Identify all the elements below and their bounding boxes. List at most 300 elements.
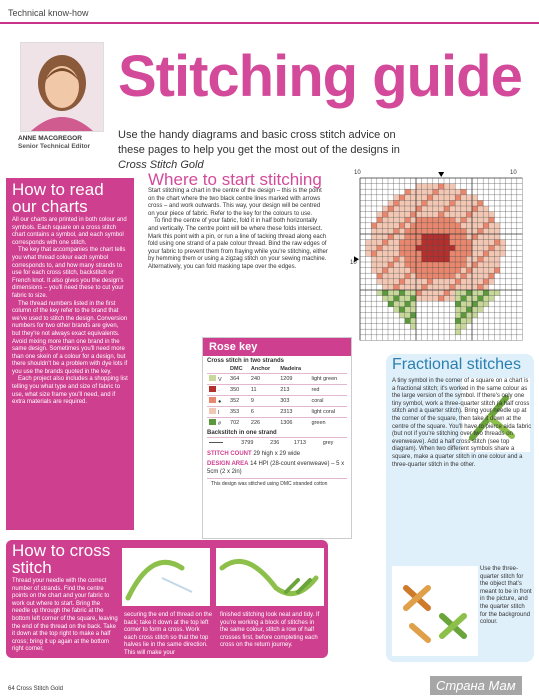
fractional-para-2: Use the three-quarter stitch for the object that's meant to be in front in the picture, and the quarter stitch for the background colour.	[480, 566, 532, 626]
chart-cell	[478, 245, 484, 251]
chart-cell	[455, 228, 461, 234]
chart-cell	[422, 217, 428, 223]
chart-cell	[433, 256, 439, 262]
chart-cell	[399, 217, 405, 223]
chart-cell	[472, 262, 478, 268]
chart-cell	[466, 290, 472, 296]
chart-cell	[405, 206, 411, 212]
chart-cell	[472, 212, 478, 218]
chart-cell	[461, 189, 467, 195]
where-to-start-heading: Where to start stitching	[148, 170, 322, 189]
chart-cell	[455, 240, 461, 246]
chart-cell	[455, 307, 461, 313]
chart-cell	[433, 273, 439, 279]
chart-cell	[433, 206, 439, 212]
chart-cell	[405, 240, 411, 246]
chart-cell	[422, 195, 428, 201]
chart-cell	[394, 284, 400, 290]
chart-cell	[478, 273, 484, 279]
fractional-diagram-bottom	[392, 566, 478, 656]
chart-cell	[371, 234, 377, 240]
chart-cell	[410, 268, 416, 274]
chart-cell	[388, 256, 394, 262]
chart-cell	[450, 296, 456, 302]
chart-cell	[483, 256, 489, 262]
chart-cell	[388, 273, 394, 279]
chart-cell	[438, 195, 444, 201]
stitch-count-label: STITCH COUNT	[207, 451, 252, 457]
intro-body: Use the handy diagrams and basic cross stitch advice on these pages to help you get the most out of the designs in	[118, 129, 400, 156]
chart-cell	[399, 223, 405, 229]
key-anchor: 11	[249, 385, 278, 396]
chart-cell	[394, 223, 400, 229]
chart-cell	[399, 195, 405, 201]
chart-cell	[444, 296, 450, 302]
chart-cell	[399, 307, 405, 313]
chart-cell	[444, 228, 450, 234]
key-col-anchor: Anchor	[250, 366, 271, 372]
stitch-count-value: 29 high x 29 wide	[253, 451, 301, 457]
chart-cell	[489, 256, 495, 262]
chart-cell	[438, 245, 444, 251]
chart-cell	[444, 200, 450, 206]
chart-cell	[472, 301, 478, 307]
chart-cell	[438, 206, 444, 212]
chart-cell	[405, 273, 411, 279]
chart-cell	[410, 324, 416, 330]
chart-cell	[422, 256, 428, 262]
chart-cell	[410, 273, 416, 279]
chart-cell	[382, 245, 388, 251]
chart-cell	[382, 228, 388, 234]
chart-cell	[450, 223, 456, 229]
chart-cell	[405, 268, 411, 274]
chart-cell	[422, 240, 428, 246]
chart-cell	[472, 290, 478, 296]
chart-cell	[444, 245, 450, 251]
chart-cell	[427, 273, 433, 279]
chart-cell	[422, 245, 428, 251]
chart-cell	[472, 200, 478, 206]
key-madeira: 1209	[278, 374, 309, 385]
key-dmc: 350	[228, 385, 249, 396]
chart-cell	[472, 268, 478, 274]
chart-cell	[444, 284, 450, 290]
key-dmc: 353	[228, 407, 249, 418]
chart-cell	[444, 268, 450, 274]
chart-cell	[461, 212, 467, 218]
chart-cell	[450, 228, 456, 234]
chart-cell	[410, 318, 416, 324]
chart-cell	[494, 268, 500, 274]
intro-magazine: Cross Stitch Gold	[118, 159, 204, 171]
key-anchor: 240	[249, 374, 278, 385]
chart-cell	[472, 312, 478, 318]
chart-cell	[489, 245, 495, 251]
chart-cell	[433, 184, 439, 190]
chart-cell	[405, 228, 411, 234]
chart-cell	[382, 240, 388, 246]
chart-cell	[427, 206, 433, 212]
chart-cell	[466, 262, 472, 268]
chart-cell	[483, 301, 489, 307]
chart-cell	[489, 217, 495, 223]
page-footer: 64 Cross Stitch Gold	[8, 686, 64, 692]
key-anchor: 226	[249, 418, 278, 429]
where-to-start-para: To find the centre of your fabric, fold it in half both horizontally and vertically. The centre point will be where these folds intersect. Mark this point with a pin, or run a line of tacking thread along each fold using one strand of a pale colour thread. Bind the raw edges of your fabric to prevent them from fraying while you're stitching, either by hemming them or using a zigzag stitch on your sewing machine. Alternatively, you can fold masking tape over the edges.	[148, 218, 328, 270]
chart-cell	[438, 256, 444, 262]
chart-cell	[472, 256, 478, 262]
chart-cell	[433, 245, 439, 251]
chart-cell	[405, 234, 411, 240]
chart-cell	[478, 279, 484, 285]
chart-cell	[410, 290, 416, 296]
chart-cell	[472, 284, 478, 290]
chart-cell	[399, 240, 405, 246]
chart-cell	[371, 262, 377, 268]
chart-cell	[405, 217, 411, 223]
rose-key-table	[207, 365, 347, 428]
chart-cell	[494, 240, 500, 246]
chart-cell	[410, 206, 416, 212]
chart-cell	[444, 223, 450, 229]
backstitch-anchor: 236	[268, 438, 292, 449]
chart-cell	[455, 195, 461, 201]
chart-cell	[500, 251, 506, 257]
backstitch-dmc: 3799	[239, 438, 268, 449]
author-credit	[18, 135, 90, 151]
chart-cell	[500, 240, 506, 246]
chart-cell	[472, 251, 478, 257]
key-symbol-glyph: ●	[218, 399, 222, 405]
chart-cell	[489, 251, 495, 257]
chart-cell	[427, 251, 433, 257]
chart-cell	[461, 296, 467, 302]
chart-cell	[466, 256, 472, 262]
chart-cell	[394, 279, 400, 285]
chart-cell	[478, 206, 484, 212]
rose-key-title: Rose key	[203, 338, 351, 356]
chart-cell	[382, 284, 388, 290]
chart-cell	[494, 256, 500, 262]
chart-cell	[382, 279, 388, 285]
chart-cell	[416, 262, 422, 268]
chart-cell	[427, 296, 433, 302]
key-symbol	[207, 374, 228, 385]
chart-cell	[416, 251, 422, 257]
chart-cell	[422, 184, 428, 190]
chart-cell	[416, 200, 422, 206]
chart-cell	[483, 228, 489, 234]
chart-cell	[399, 212, 405, 218]
chart-cell	[478, 223, 484, 229]
chart-cell	[422, 296, 428, 302]
chart-cell	[489, 228, 495, 234]
chart-cell	[377, 240, 383, 246]
cross-stitch-heading: Cross stitch in two strands	[207, 358, 285, 364]
chart-cell	[450, 195, 456, 201]
chart-cell	[478, 251, 484, 257]
chart-cell	[461, 324, 467, 330]
chart-cell	[461, 223, 467, 229]
chart-cell	[489, 212, 495, 218]
chart-cell	[450, 217, 456, 223]
key-symbol-glyph: V	[218, 377, 222, 383]
chart-cell	[466, 284, 472, 290]
chart-cell	[466, 200, 472, 206]
chart-cell	[377, 279, 383, 285]
key-swatch	[209, 419, 216, 425]
chart-cell	[388, 296, 394, 302]
chart-cell	[394, 251, 400, 257]
chart-cell	[450, 251, 456, 257]
chart-cell	[410, 256, 416, 262]
chart-cell	[366, 245, 372, 251]
chart-cell	[466, 234, 472, 240]
chart-cell	[410, 279, 416, 285]
chart-cell	[438, 240, 444, 246]
chart-cell	[405, 279, 411, 285]
chart-cell	[405, 318, 411, 324]
chart-cell	[394, 262, 400, 268]
chart-cell	[433, 228, 439, 234]
chart-cell	[410, 251, 416, 257]
key-swatch	[209, 397, 216, 403]
chart-cell	[444, 240, 450, 246]
chart-cell	[433, 268, 439, 274]
chart-cell	[382, 296, 388, 302]
chart-cell	[394, 245, 400, 251]
chart-cell	[416, 228, 422, 234]
chart-cell	[427, 212, 433, 218]
design-area	[203, 458, 351, 476]
chart-cell	[444, 217, 450, 223]
chart-cell	[472, 195, 478, 201]
chart-cell	[416, 206, 422, 212]
chart-cell	[388, 223, 394, 229]
chart-cell	[377, 223, 383, 229]
chart-cell	[371, 228, 377, 234]
chart-cell	[416, 273, 422, 279]
chart-cell	[478, 284, 484, 290]
chart-cell	[455, 245, 461, 251]
chart-cell	[410, 284, 416, 290]
chart-cell	[416, 256, 422, 262]
chart-cell	[461, 245, 467, 251]
chart-cell	[461, 262, 467, 268]
chart-cell	[444, 262, 450, 268]
chart-cell	[405, 251, 411, 257]
chart-cell	[427, 228, 433, 234]
chart-cell	[388, 200, 394, 206]
key-col-dmc: DMC	[230, 366, 243, 372]
chart-cell	[433, 279, 439, 285]
key-col-madeira: Madeira	[280, 366, 302, 372]
chart-cell	[472, 234, 478, 240]
key-row	[207, 418, 347, 429]
chart-cell	[416, 223, 422, 229]
chart-cell	[489, 290, 495, 296]
fractional-heading: Fractional stitches	[392, 356, 521, 373]
chart-cell	[466, 240, 472, 246]
chart-cell	[472, 296, 478, 302]
chart-cell	[444, 290, 450, 296]
where-to-start-para: Start stitching a chart in the centre of the design – this is the point on the chart where the two black centre lines marked with arrows cross – and work outwards. This way, your design will be centred on your piece of fabric. Refer to the key for the colours to use.	[148, 188, 322, 217]
chart-cell	[455, 217, 461, 223]
chart-cell	[489, 296, 495, 302]
chart-cell	[461, 195, 467, 201]
chart-cell	[466, 268, 472, 274]
chart-cell	[472, 217, 478, 223]
chart-cell	[394, 195, 400, 201]
chart-cell	[438, 223, 444, 229]
chart-cell	[405, 245, 411, 251]
chart-cell	[416, 189, 422, 195]
key-anchor: 9	[249, 396, 278, 407]
chart-cell	[466, 228, 472, 234]
chart-cell	[388, 234, 394, 240]
chart-cell	[410, 301, 416, 307]
chart-cell	[478, 200, 484, 206]
chart-cell	[416, 296, 422, 302]
chart-cell	[433, 284, 439, 290]
chart-cell	[405, 223, 411, 229]
chart-cell	[450, 200, 456, 206]
chart-cell	[444, 234, 450, 240]
chart-cell	[416, 268, 422, 274]
intro-text	[118, 128, 418, 173]
chart-cell	[455, 284, 461, 290]
chart-cell	[377, 262, 383, 268]
chart-cell	[438, 228, 444, 234]
chart-cell	[399, 234, 405, 240]
chart-cell	[494, 234, 500, 240]
chart-cell	[478, 296, 484, 302]
chart-cell	[382, 273, 388, 279]
chart-cell	[399, 206, 405, 212]
chart-cell	[371, 240, 377, 246]
chart-cell	[427, 184, 433, 190]
chart-cell	[388, 251, 394, 257]
chart-cell	[489, 279, 495, 285]
chart-cell	[478, 212, 484, 218]
chart-cell	[422, 290, 428, 296]
chart-cell	[450, 290, 456, 296]
chart-cell	[444, 189, 450, 195]
chart-cell	[461, 312, 467, 318]
chart-cell	[422, 251, 428, 257]
backstitch-line	[207, 438, 239, 449]
chart-cell	[399, 290, 405, 296]
chart-cell	[427, 189, 433, 195]
chart-cell	[399, 245, 405, 251]
chart-cell	[399, 301, 405, 307]
chart-cell	[433, 251, 439, 257]
chart-cell	[388, 212, 394, 218]
chart-cell	[377, 217, 383, 223]
author-name: ANNE MACGREGOR	[18, 135, 82, 142]
chart-cell	[416, 290, 422, 296]
watermark: Страна Мам	[430, 676, 522, 695]
key-dmc: 364	[228, 374, 249, 385]
chart-cell	[483, 284, 489, 290]
key-dmc: 702	[228, 418, 249, 429]
chart-cell	[433, 234, 439, 240]
chart-cell	[388, 228, 394, 234]
chart-cell	[455, 256, 461, 262]
chart-cell	[455, 268, 461, 274]
chart-cell	[472, 223, 478, 229]
chart-cell	[450, 279, 456, 285]
chart-cell	[455, 206, 461, 212]
chart-cell	[427, 284, 433, 290]
chart-cell	[438, 273, 444, 279]
chart-cell	[388, 284, 394, 290]
chart-cell	[461, 290, 467, 296]
chart-cell	[483, 296, 489, 302]
key-symbol	[207, 385, 228, 396]
chart-cell	[427, 290, 433, 296]
chart-cell	[483, 279, 489, 285]
chart-cell	[455, 273, 461, 279]
fractional-body	[392, 378, 532, 469]
chart-cell	[405, 296, 411, 302]
chart-cell	[377, 212, 383, 218]
chart-cell	[494, 245, 500, 251]
key-col-symbol	[207, 365, 228, 374]
chart-cell	[405, 307, 411, 313]
chart-cell	[478, 268, 484, 274]
author-photo	[20, 42, 104, 132]
chart-cell	[461, 240, 467, 246]
chart-cell	[399, 312, 405, 318]
chart-cell	[394, 290, 400, 296]
backstitch-name: grey	[321, 438, 347, 449]
chart-cell	[438, 296, 444, 302]
how-to-read-para: The thread numbers listed in the first column of the key refer to the brand that we've used to stitch the design. Conversion numbers for two other brands are given, but they're not always exact equivalents. Avoid mixing more than one brand in the same design. Sometimes you'll need more than one skein of a colour for a design, but there shouldn't be a problem with dye lots if you use the brands quoted in the key.	[12, 300, 128, 375]
chart-cell	[489, 234, 495, 240]
chart-cell	[422, 228, 428, 234]
chart-cell	[472, 245, 478, 251]
chart-cell	[371, 223, 377, 229]
chart-cell	[489, 268, 495, 274]
chart-cell	[405, 290, 411, 296]
key-symbol-glyph: ·	[218, 388, 220, 394]
chart-cell	[444, 184, 450, 190]
chart-cell	[500, 245, 506, 251]
chart-cell	[427, 217, 433, 223]
chart-cell	[466, 245, 472, 251]
key-row	[207, 385, 347, 396]
key-swatch	[209, 408, 216, 414]
chart-cell	[422, 223, 428, 229]
chart-cell	[371, 256, 377, 262]
chart-cell	[483, 262, 489, 268]
chart-cell	[388, 262, 394, 268]
chart-cell	[438, 212, 444, 218]
chart-cell	[461, 301, 467, 307]
chart-cell	[410, 296, 416, 302]
chart-cell	[382, 268, 388, 274]
chart-cell	[427, 223, 433, 229]
chart-cell	[433, 223, 439, 229]
chart-cell	[405, 262, 411, 268]
header-rule	[0, 22, 539, 24]
chart-cell	[455, 329, 461, 335]
chart-label-left: 10	[350, 260, 357, 266]
chart-cell	[450, 189, 456, 195]
chart-cell	[382, 223, 388, 229]
